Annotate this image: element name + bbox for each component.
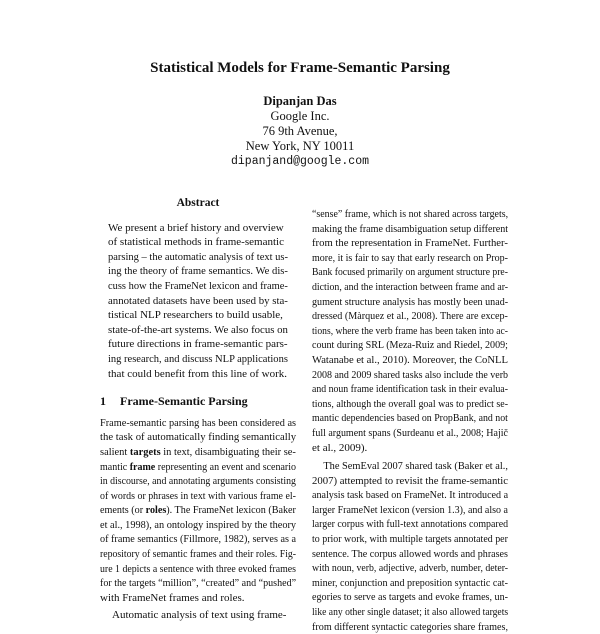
body-line: from the representation in FrameNet. Further-: [312, 237, 508, 250]
body-line: sentence. The corpus allowed words and phrases: [312, 547, 508, 560]
body-line: 2008 and 2009 shared tasks also include the verb: [312, 368, 509, 381]
body-line: larger corpus with full-text annotations compared: [312, 518, 509, 531]
abstract-line: ing research, and discuss NLP applications: [108, 352, 288, 365]
body-line: Watanabe et al., 2010). Moreover, the CoNLL: [312, 353, 509, 366]
body-line: more, it is fair to say that early research on Prop-: [312, 251, 508, 264]
body-line: 2007) attempted to revisit the frame-semantic: [312, 474, 509, 487]
body-line: diction, and the interaction between frame and ar-: [312, 280, 509, 293]
abstract-line: that could benefit from this line of work.: [108, 367, 288, 380]
paper-title: Statistical Models for Frame-Semantic Parsing: [150, 60, 450, 76]
term-roles: roles: [145, 504, 167, 517]
abstract-line: annotated datasets have been used by sta-: [108, 294, 288, 307]
body-line: to prior work, with multiple targets annotated per: [312, 533, 508, 546]
author-email: dipanjand@google.com: [230, 155, 370, 168]
section-number: 1: [100, 394, 106, 409]
body-line: et al., 1998), an ontology inspired by the theory: [100, 518, 297, 531]
body-line: salient targets in text, disambiguating their se-: [100, 445, 296, 458]
body-line: egories to serve as targets and evoke frames, un-: [312, 591, 509, 604]
body-line: mantic frame representing an event and scenario: [100, 460, 297, 473]
body-line: “sense” frame, which is not shared across targets,: [312, 208, 509, 220]
body-line: tions, although the overall goal was to predict se-: [312, 397, 509, 410]
body-line: the task of automatically finding semantically: [100, 431, 297, 444]
body-line: ements (or roles). The FrameNet lexicon (Baker: [100, 504, 296, 517]
body-line: ure 1 depicts a sentence with three evoked frames: [100, 562, 296, 575]
body-line: full argument spans (Surdeanu et al., 2008; Hajič: [312, 426, 508, 439]
abstract-line: ing the theory of frame semantics. We dis-: [108, 265, 288, 278]
abstract-line: state-of-the-art systems. We also focus on: [108, 323, 288, 336]
body-line: gument structure analysis has mostly been unad-: [312, 295, 509, 308]
body-line: in discourse, and annotating arguments consisting: [100, 475, 296, 488]
section-title: Frame-Semantic Parsing: [120, 394, 248, 409]
abstract-heading: Abstract: [176, 197, 220, 209]
abstract-body: [100, 221, 296, 382]
left-column: [100, 196, 296, 623]
body-line: dressed (Màrquez et al., 2008). There are excep-: [312, 310, 508, 323]
body-line: count during SRL (Meza-Ruiz and Riedel, 2009;: [312, 339, 508, 352]
body-line: analysis task based on FrameNet. It introduced a: [312, 489, 509, 502]
body-line: with FrameNet frames and roles.: [100, 591, 245, 604]
abstract-line: of statistical methods in frame-semantic: [108, 236, 284, 249]
body-line: of words or phrases in text with various frame el-: [100, 489, 296, 502]
abstract-line: We present a brief history and overview: [108, 221, 284, 234]
body-line: The SemEval 2007 shared task (Baker et al.,: [323, 460, 508, 473]
body-line: larger FrameNet lexicon (version 1.3), and also a: [312, 503, 508, 516]
body-line: making the frame disambiguation setup different: [312, 222, 509, 235]
author-block: [0, 94, 600, 169]
body-line: Bank focused primarily on argument structure pre-: [312, 266, 508, 279]
address-line-1: 76 9th Avenue,: [262, 124, 338, 138]
body-line: mantic dependencies based on PropBank, and not: [312, 412, 508, 425]
body-line: miner, conjunction and preposition syntactic cat-: [312, 576, 508, 589]
body-line: for the targets “million”, “created” and “pushed”: [100, 577, 297, 590]
body-line: and noun frame identification task in their evalua-: [312, 383, 509, 396]
affiliation: Google Inc.: [270, 109, 330, 123]
section-heading: [100, 394, 296, 409]
abstract-line: parsing – the automatic analysis of text us-: [108, 250, 289, 263]
section-body: [100, 416, 296, 623]
body-line: Frame-semantic parsing has been considered as: [100, 416, 297, 429]
body-line: with noun, verb, adjective, adverb, number, deter-: [312, 562, 509, 575]
abstract-line: future directions in frame-semantic pars-: [108, 338, 288, 351]
right-column: [312, 207, 508, 634]
address-line-2: New York, NY 10011: [245, 139, 355, 153]
body-line: from different syntactic categories share frames,: [312, 620, 509, 633]
body-line: et al., 2009).: [312, 441, 368, 454]
abstract-line: tistical NLP researchers to build usable,: [108, 309, 283, 322]
body-line: like any other single dataset; it also allowed targets: [312, 606, 509, 619]
abstract-line: cuss how the FrameNet lexicon and frame-: [108, 279, 288, 292]
body-line: repository of semantic frames and their roles. Fig-: [100, 548, 297, 561]
body-line: Automatic analysis of text using frame-: [112, 609, 287, 622]
body-line: of frame semantics (Fillmore, 1982), serves as a: [100, 533, 297, 546]
term-targets: targets: [129, 445, 161, 458]
author-name: Dipanjan Das: [263, 94, 337, 108]
body-line: tions, where the verb frame has been taken into ac-: [312, 324, 508, 337]
term-frame: frame: [129, 460, 156, 473]
